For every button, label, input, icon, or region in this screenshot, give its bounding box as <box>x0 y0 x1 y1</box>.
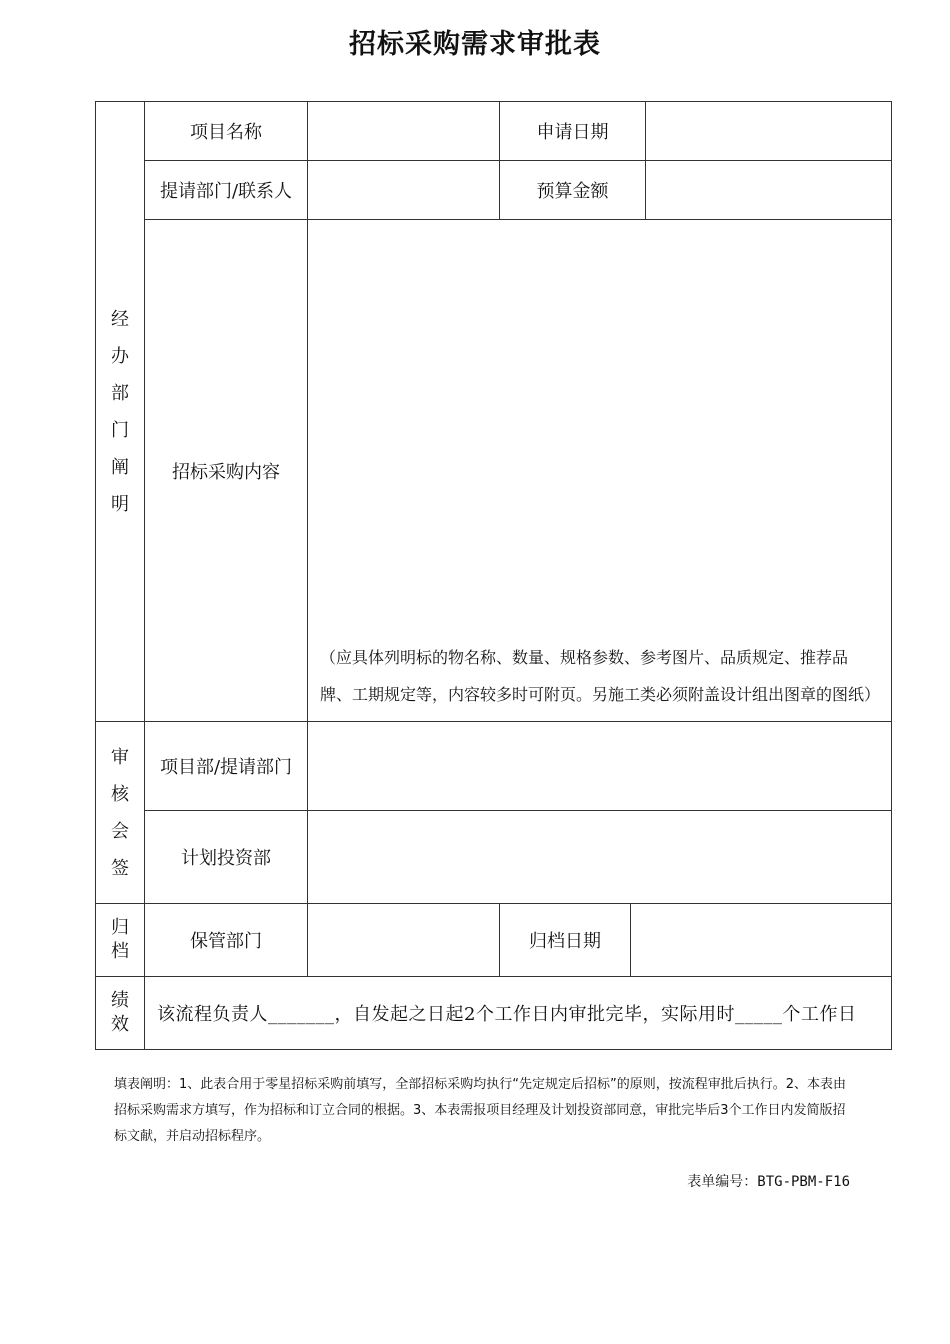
archive-date-field[interactable] <box>631 904 892 977</box>
apply-date-field[interactable] <box>646 102 892 161</box>
archive-date-label: 归档日期 <box>500 904 631 977</box>
fill-instructions: 填表阐明：1、此表合用于零星招标采购前填写，全部招标采购均执行“先定规定后招标”的原则，按流程审批后执行。2、本表由招标采购需求方填写，作为招标和订立合同的根据。3、本表需报项目经理及计划投资部同意，审批完毕后3个工作日内发简版招标文献，并启动招标程序。 <box>114 1077 847 1144</box>
content-field[interactable] <box>308 220 892 722</box>
apply-date-label: 申请日期 <box>500 102 646 161</box>
section-label-performance: 绩 效 <box>96 977 145 1050</box>
project-name-field[interactable] <box>308 102 500 161</box>
form-number: 表单编号：BTG-PBM-F16 <box>687 1174 850 1190</box>
page-title: 招标采购需求审批表 <box>349 29 601 60</box>
section-label-handling-dept: 经 办 部 门 阐 明 <box>96 102 145 722</box>
dept-contact-field[interactable] <box>308 161 500 220</box>
budget-field[interactable] <box>646 161 892 220</box>
section-label-archive: 归 档 <box>96 904 145 977</box>
project-dept-label: 项目部/提请部门 <box>145 722 308 811</box>
approval-form-table <box>95 101 892 1050</box>
dept-contact-label: 提请部门/联系人 <box>145 161 308 220</box>
budget-label: 预算金额 <box>500 161 646 220</box>
content-label: 招标采购内容 <box>145 220 308 722</box>
planning-dept-label: 计划投资部 <box>145 811 308 904</box>
project-dept-sign-field[interactable] <box>308 722 892 811</box>
content-hint: （应具体列明标的物名称、数量、规格参数、参考图片、品质规定、推荐品牌、工期规定等，内容较多时可附页。另施工类必须附盖设计组出图章的图纸） <box>320 648 881 704</box>
custody-dept-label: 保管部门 <box>145 904 308 977</box>
custody-dept-field[interactable] <box>308 904 500 977</box>
planning-dept-sign-field[interactable] <box>308 811 892 904</box>
section-label-review: 审 核 会 签 <box>96 722 145 904</box>
performance-text: 该流程负责人_______，自发起之日起2个工作日内审批完毕，实际用时_____个工作日 <box>145 977 892 1050</box>
project-name-label: 项目名称 <box>145 102 308 161</box>
